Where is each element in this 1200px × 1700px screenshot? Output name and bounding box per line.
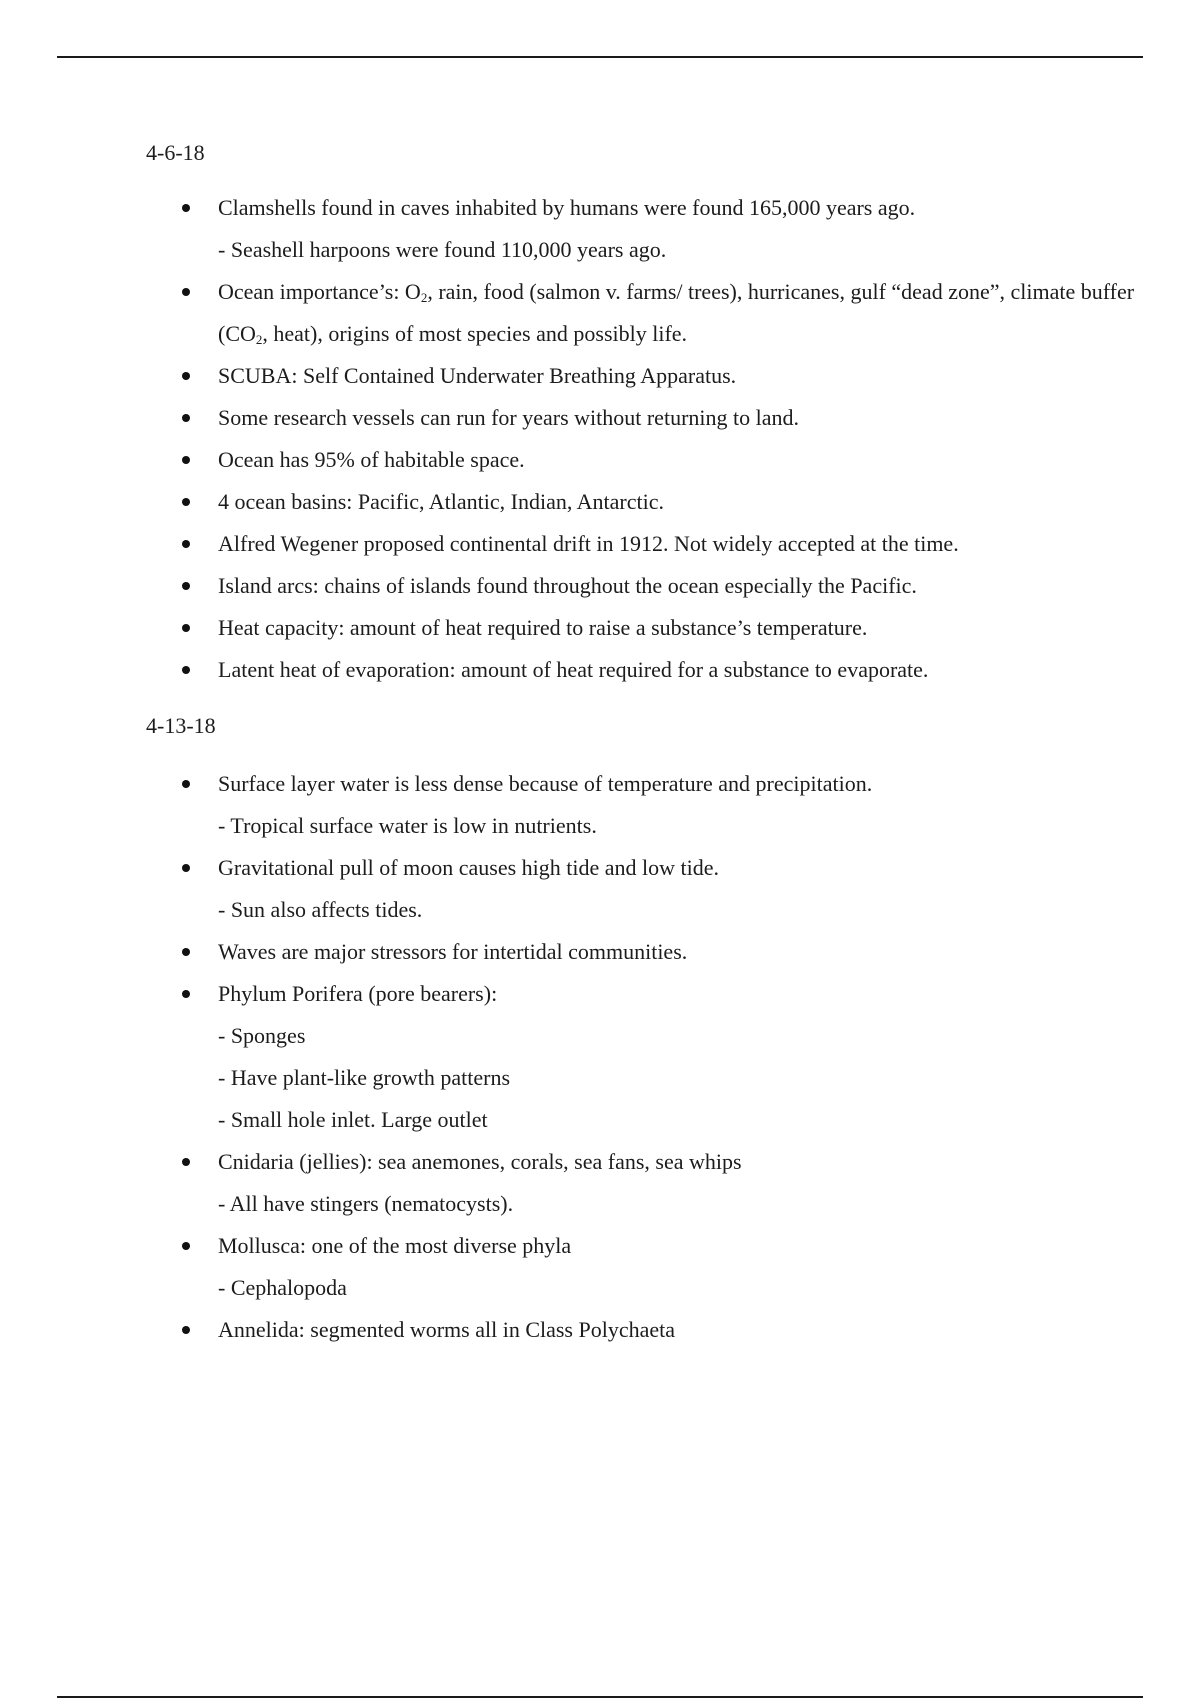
- sub-note: - Sponges: [218, 1023, 306, 1048]
- list-item: [146, 607, 1146, 649]
- sub-note: - Have plant-like growth patterns: [218, 1065, 511, 1090]
- sub-note: - Tropical surface water is low in nutrients.: [218, 813, 597, 838]
- list-item: [146, 439, 1146, 481]
- list-item: [146, 523, 1146, 565]
- bullet-icon: [182, 990, 190, 998]
- bullet-icon: [182, 204, 190, 212]
- note-text: Waves are major stressors for intertidal communities.: [218, 939, 688, 964]
- list-item: [146, 397, 1146, 439]
- bullet-icon: [182, 288, 190, 296]
- note-text: Heat capacity: amount of heat required to raise a substance’s temperature.: [218, 615, 868, 640]
- bullet-icon: [182, 1326, 190, 1334]
- notes-list: [146, 187, 1146, 691]
- bullet-icon: [182, 582, 190, 590]
- list-item: [146, 1141, 1146, 1225]
- sub-note: - Small hole inlet. Large outlet: [218, 1107, 488, 1132]
- bullet-icon: [182, 540, 190, 548]
- note-text: Some research vessels can run for years without returning to land.: [218, 405, 799, 430]
- list-item: [146, 763, 1146, 847]
- bullet-icon: [182, 456, 190, 464]
- note-text: Ocean importance’s: $O_2$, rain, food (salmon v. farms/ trees), hurricanes, gulf “dead zone”, climate buffer ($CO_2$, heat), origins of most species and possibly life.: [218, 279, 1135, 347]
- sub-note: - Sun also affects tides.: [218, 897, 423, 922]
- note-text: Clamshells found in caves inhabited by humans were found 165,000 years ago.: [218, 195, 916, 220]
- note-text: Phylum Porifera (pore bearers):: [218, 981, 498, 1006]
- sub-note: - Cephalopoda: [218, 1275, 347, 1300]
- bullet-icon: [182, 624, 190, 632]
- note-text: Island arcs: chains of islands found throughout the ocean especially the Pacific.: [218, 573, 917, 598]
- note-text: SCUBA: Self Contained Underwater Breathing Apparatus.: [218, 363, 737, 388]
- section-date: 4-13-18: [146, 713, 216, 738]
- list-item: [146, 1225, 1146, 1309]
- bullet-icon: [182, 1158, 190, 1166]
- list-item: [146, 355, 1146, 397]
- note-text: Surface layer water is less dense because of temperature and precipitation.: [218, 771, 873, 796]
- note-text: Latent heat of evaporation: amount of heat required for a substance to evaporate.: [218, 657, 929, 682]
- bullet-icon: [182, 948, 190, 956]
- list-item: [146, 847, 1146, 931]
- note-text: 4 ocean basins: Pacific, Atlantic, Indian, Antarctic.: [218, 489, 664, 514]
- list-item: [146, 931, 1146, 973]
- list-item: [146, 973, 1146, 1141]
- note-text: Cnidaria (jellies): sea anemones, corals, sea fans, sea whips: [218, 1149, 742, 1174]
- sub-note: - Seashell harpoons were found 110,000 years ago.: [218, 237, 667, 262]
- notes-content: [146, 138, 1146, 1351]
- list-item: [146, 187, 1146, 271]
- note-text: Annelida: segmented worms all in Class Polychaeta: [218, 1317, 676, 1342]
- section-date: 4-6-18: [146, 140, 205, 165]
- sub-note: - All have stingers (nematocysts).: [218, 1191, 514, 1216]
- top-rule: [57, 56, 1143, 58]
- bullet-icon: [182, 864, 190, 872]
- note-text: Ocean has 95% of habitable space.: [218, 447, 525, 472]
- list-item: [146, 649, 1146, 691]
- list-item: [146, 271, 1146, 355]
- list-item: [146, 1309, 1146, 1351]
- list-item: [146, 565, 1146, 607]
- bullet-icon: [182, 780, 190, 788]
- note-text: Alfred Wegener proposed continental drift in 1912. Not widely accepted at the time.: [218, 531, 959, 556]
- note-text: Gravitational pull of moon causes high tide and low tide.: [218, 855, 720, 880]
- bullet-icon: [182, 372, 190, 380]
- bullet-icon: [182, 1242, 190, 1250]
- bottom-rule: [57, 1696, 1143, 1698]
- bullet-icon: [182, 414, 190, 422]
- bullet-icon: [182, 498, 190, 506]
- list-item: [146, 481, 1146, 523]
- note-text: Mollusca: one of the most diverse phyla: [218, 1233, 572, 1258]
- bullet-icon: [182, 666, 190, 674]
- notes-list: [146, 763, 1146, 1351]
